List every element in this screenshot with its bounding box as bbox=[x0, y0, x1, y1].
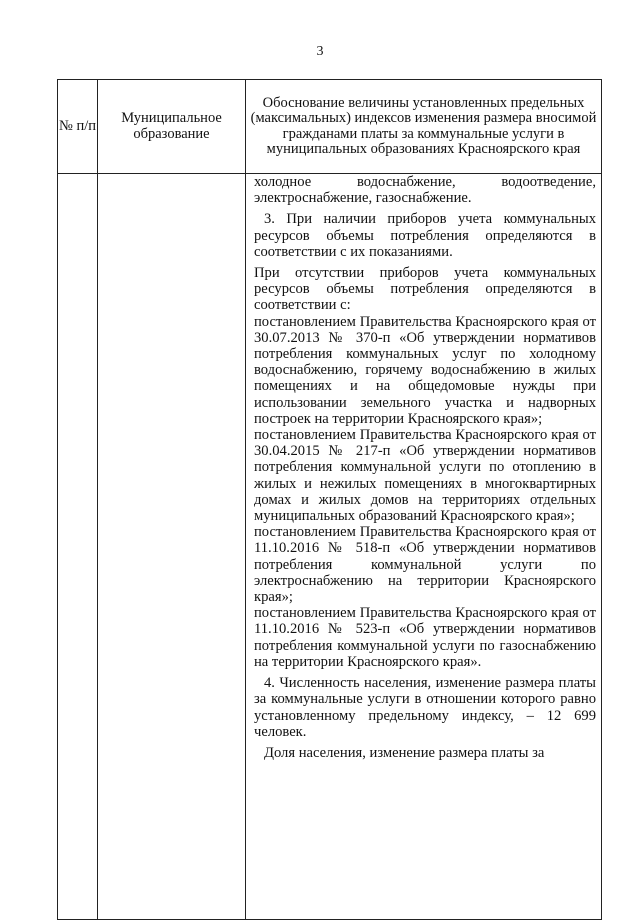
paragraph: Доля населения, изменение размера платы за bbox=[264, 744, 545, 761]
paragraph: постановлением Правительства Красноярского края от 30.04.2015 № 217-п «Об утверждении нормативов потребления коммунальной услуги по отоплению в жилых и нежилых помещениях в многоквартирных домах и жилых домов на территориях отдельных муниципальных образований Красноярского края»; bbox=[254, 427, 596, 525]
page-number: 3 bbox=[316, 44, 324, 59]
paragraph: 3. При наличии приборов учета коммунальных ресурсов объемы потребления определяются в соответствии с их показаниями. bbox=[254, 211, 596, 260]
cell-municipality bbox=[98, 174, 246, 920]
table-row bbox=[58, 174, 602, 920]
header-number: № п/п bbox=[58, 80, 98, 174]
regulation-table bbox=[57, 79, 602, 920]
paragraph: постановлением Правительства Красноярского края от 11.10.2016 № 523-п «Об утверждении нормативов потребления коммунальной услуги по газоснабжению на территории Красноярского края». bbox=[254, 605, 596, 670]
paragraph: При отсутствии приборов учета коммунальных ресурсов объемы потребления определяются в соответствии с: bbox=[254, 265, 596, 314]
header-justification: Обоснование величины установленных предельных (максимальных) индексов изменения размера вносимой гражданами платы за коммунальные услуги в муниципальных образованиях Красноярского края bbox=[246, 80, 602, 174]
table-header-row bbox=[58, 80, 602, 174]
paragraph: холодное водоснабжение, водоотведение, электроснабжение, газоснабжение. bbox=[254, 174, 596, 207]
paragraph: постановлением Правительства Красноярского края от 11.10.2016 № 518-п «Об утверждении нормативов потребления коммунальной услуги по электроснабжению на территории Красноярского края»; bbox=[254, 524, 596, 606]
paragraph: 4. Численность населения, изменение размера платы за коммунальные услуги в отношении которого равно установленному предельному индексу, – 12 699 человек. bbox=[254, 675, 596, 740]
cell-number bbox=[58, 174, 98, 920]
header-municipality: Муниципальное образование bbox=[98, 80, 246, 174]
cell-justification bbox=[246, 174, 602, 920]
paragraph: постановлением Правительства Красноярского края от 30.07.2013 № 370-п «Об утверждении нормативов потребления коммунальных услуг по холодному водоснабжению, горячему водоснабжению в жилых помещениях и на общедомовые нужды при использовании земельного участка и надворных построек на территории Красноярского края»; bbox=[254, 313, 596, 427]
